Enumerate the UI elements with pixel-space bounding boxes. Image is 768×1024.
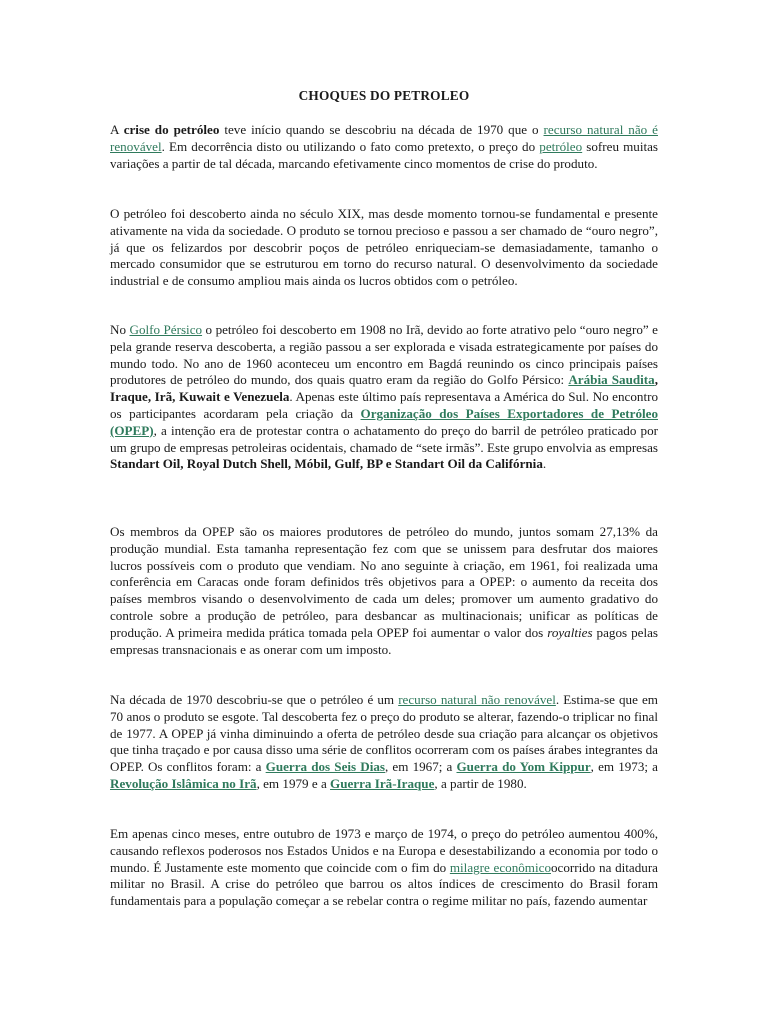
- text: ocorrido na ditadura militar no Brasil. A crise do petróleo que barrou os altos índices de crescimento do Brasil foram fundamentais para a população começar a se rebelar contra o regime militar no país, fazendo aumentar: [110, 859, 658, 909]
- text: . Em decorrência disto ou utilizando o fato como pretexto, o preço do: [161, 138, 540, 154]
- text: Na década de 1970 descobriu-se que o petróleo é um: [110, 692, 399, 707]
- text: , em 1973; a: [590, 759, 658, 775]
- text: Os membros da OPEP são os maiores produtores de petróleo do mundo, juntos somam 27,13% da produção mundial. Esta tamanha representação fez com que se unissem para desfrutar dos maiores lucros possíveis com o produto que vendiam. No ano seguinte à criação, em 1961, foi realizada uma conferência em Caracas onde foram definidos três objetivos para a OPEP: o aumento da receita dos países membros visando o desenvolvimento de cada um deles; promover um aumento gradativo do controle sobre a produção de petróleo, para desbancar as multinacionais; unificar as políticas de produção. A primeira medida prática tomada pela OPEP foi aumentar o valor dos: [110, 524, 658, 640]
- bold-countries: , Iraque, Irã, Kuwait e Venezuela: [110, 372, 658, 405]
- bold-term: crise do petróleo: [123, 122, 220, 137]
- text: , em 1979 e a: [256, 775, 331, 791]
- text: Em apenas cinco meses, entre outubro de 1973 e março de 1974, o preço do petróleo aumentou 400%, causando reflexos poderosos nos Estados Unidos e na Europa e desestabilizando a economia por todo o mundo. É Justamente este momento que coincide com o fim do: [110, 826, 658, 875]
- paragraph-4: [110, 524, 658, 658]
- text: , a intenção era de protestar contra o achatamento do preço do barril de petróleo praticado por um grupo de empresas petroleiras ocidentais, chamado de “sete irmãs”. Este grupo envolvia as empresas: [110, 422, 658, 455]
- text: o petróleo foi descoberto em 1908 no Irã, devido ao forte atrativo pelo “ouro negro” e pela grande reserva descoberta, a região passou a ser explorada e visada estrategicamente por países do mundo todo. No ano de 1960 aconteceu um encontro em Bagdá reunindo os cinco principais países produtores de petróleo do mundo, dos quais quatro eram da região do Golfo Pérsico:: [110, 322, 658, 388]
- text: No: [110, 322, 130, 337]
- bold-companies: Standart Oil, Royal Dutch Shell, Móbil, Gulf, BP e Standart Oil da Califórnia: [110, 456, 543, 472]
- link-milagre-economico[interactable]: milagre econômico: [449, 859, 551, 875]
- text: pagos pelas empresas transnacionais e as onerar com um imposto.: [110, 624, 659, 657]
- link-arabia-saudita[interactable]: Arábia Saudita: [568, 372, 655, 388]
- link-guerra-seis-dias[interactable]: Guerra dos Seis Dias: [265, 759, 386, 775]
- link-petroleo[interactable]: petróleo: [539, 138, 583, 154]
- text: teve início quando se descobriu na década de 1970 que o: [219, 122, 544, 137]
- text: . Apenas este último país representava a América do Sul. No encontro os participantes acordaram pela criação da: [110, 389, 658, 421]
- text: . Estima-se que em 70 anos o produto se esgote. Tal descoberta fez o preço do produto se alterar, fazendo-o triplicar no final de 1977. A OPEP já vinha diminuindo a oferta de petróleo desde sua criação para alcançar os objetivos que tinha traçado e por causa disso uma série de conflitos ocorreram com os países árabes integrantes da OPEP. Os conflitos foram: a: [110, 692, 658, 775]
- paragraph-2: [110, 206, 658, 290]
- paragraph-1: [110, 122, 658, 172]
- link-revolucao-islamica[interactable]: Revolução Islâmica no Irã: [110, 775, 257, 791]
- link-recurso-nao-renovavel[interactable]: recurso natural não renovável: [398, 692, 556, 707]
- text: O petróleo foi descoberto ainda no século XIX, mas desde momento tornou-se fundamental e presente ativamente na vida da sociedade. O produto se tornou precioso e passou a ser chamado de “ouro negro”, já que os felizardos por descobrir poços de petróleo enriqueciam-se demasiadamente, tamanho o mercado consumidor que se estruturou em torno do recurso natural. O desenvolvimento da sociedade industrial e de consumo ampliou mais ainda os lucros obtidos com o petróleo.: [110, 206, 658, 289]
- link-guerra-ira-iraque[interactable]: Guerra Irã-Iraque: [330, 775, 435, 791]
- text: sofreu muitas variações a partir de tal década, marcando efetivamente cinco momentos de crise do produto.: [110, 138, 659, 171]
- paragraph-6: [110, 826, 658, 910]
- text: A: [110, 122, 124, 137]
- text: , em 1967; a: [385, 759, 457, 775]
- link-opep[interactable]: Organização dos Países Exportadores de Petróleo (OPEP): [110, 405, 658, 438]
- paragraph-3: [110, 322, 658, 473]
- text: .: [542, 456, 547, 472]
- page-title: CHOQUES DO PETROLEO: [298, 88, 470, 103]
- link-guerra-yom-kippur[interactable]: Guerra do Yom Kippur: [456, 759, 591, 775]
- text: , a partir de 1980.: [434, 775, 527, 791]
- italic-term: royalties: [547, 624, 593, 640]
- link-recurso-natural[interactable]: recurso natural não é renovável: [110, 122, 658, 154]
- link-golfo-persico[interactable]: Golfo Pérsico: [129, 322, 203, 337]
- paragraph-5: [110, 692, 658, 793]
